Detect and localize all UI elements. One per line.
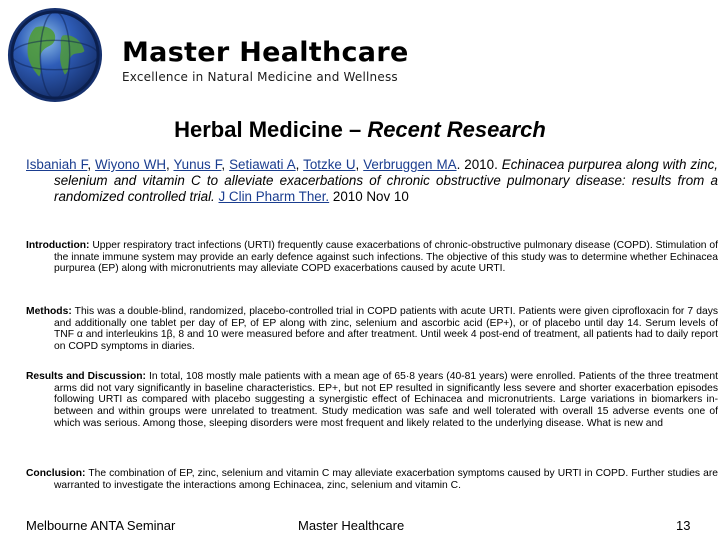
footer-seminar: Melbourne ANTA Seminar [26, 518, 176, 533]
brand-block [122, 38, 409, 84]
globe-logo-icon [6, 6, 104, 104]
author-link[interactable]: Wiyono WH [95, 157, 166, 172]
conclusion-text: The combination of EP, zinc, selenium and vitamin C may alleviate exacerbation symptoms caused by URTI in COPD. Further studies are warranted to investigate the interactions among Echinacea, zinc, selenium and vitamin C. [54, 468, 718, 491]
conclusion-section [26, 468, 718, 491]
introduction-label: Introduction: [26, 240, 90, 251]
brand-tagline: Excellence in Natural Medicine and Wellness [122, 70, 398, 84]
slide-title-emphasis: Recent Research [367, 117, 546, 142]
author-link[interactable]: Setiawati A [229, 157, 296, 172]
introduction-section [26, 240, 718, 275]
methods-section [26, 306, 718, 353]
citation-year: . 2010. [456, 157, 502, 172]
results-section [26, 371, 718, 430]
journal-link[interactable]: J Clin Pharm Ther. [218, 189, 330, 204]
slide-title-main: Herbal Medicine – [174, 117, 368, 142]
citation: Isbaniah F, Wiyono WH, Yunus F, Setiawati A, Totzke U, Verbruggen MA. 2010. Echinacea purpurea along with zinc, selenium and vitamin C to alleviate exacerbations of chronic obstructive pulmonary disease: results from a randomized controlled trial. J Clin Pharm Ther. 2010 Nov 10 [26, 157, 718, 204]
author-link[interactable]: Isbaniah F [26, 157, 88, 172]
results-label: Results and Discussion: [26, 371, 146, 382]
conclusion-label: Conclusion: [26, 468, 86, 479]
citation-date: 2010 Nov 10 [329, 189, 409, 204]
article-title: Echinacea purpurea along with zinc, selenium and vitamin C to alleviate exacerbations of chronic obstructive pulmonary disease: results from a randomized controlled trial. [54, 157, 718, 204]
footer-brand: Master Healthcare [298, 518, 405, 533]
author-link[interactable]: Verbruggen MA [363, 157, 457, 172]
page-number: 13 [676, 518, 691, 533]
author-link[interactable]: Totzke U [303, 157, 356, 172]
introduction-text: Upper respiratory tract infections (URTI) frequently cause exacerbations of chronic-obstructive pulmonary disease (COPD). Stimulation of the innate immune system may provide an early defence against such infections. The objective of this study was to determine whether Echinacea purpurea (EP) along with micronutrients may alleviate COPD exacerbations caused by acute URTI. [54, 240, 718, 275]
brand-name: Master Healthcare [122, 37, 409, 68]
results-text: In total, 108 mostly male patients with a mean age of 65·8 years (40-81 years) were enrolled. Patients of the three treatment arms did not vary significantly in baseline characteristics. EP+, but not EP resulted in significantly less severe and shorter exacerbation episodes following URTI as compared with placebo suggesting a synergistic effect of Echinacea and micronutrients. Large variations in biomarkers in-between and within groups were unrelated to treatment. Study medication was safe and well tolerated with overall 15 adverse events one of which was serious. Among those, sleeping disorders were most frequent and likely related to the underlying disease. What is new and [54, 371, 718, 429]
author-link[interactable]: Yunus F [173, 157, 222, 172]
methods-text: This was a double-blind, randomized, placebo-controlled trial in COPD patients with acute URTI. Patients were given ciprofloxacin for 7 days and additionally one tablet per day of EP, of EP along with zinc, selenium and ascorbic acid (EP+), or of placebo until day 14. Serum levels of TNF α and interleukins 1β, 8 and 10 were measured before and after treatment. Until week 4 post-end of treatment, all patients had to daily report on COPD symptoms in diaries. [54, 306, 718, 353]
methods-label: Methods: [26, 306, 72, 317]
slide-title [0, 117, 720, 143]
